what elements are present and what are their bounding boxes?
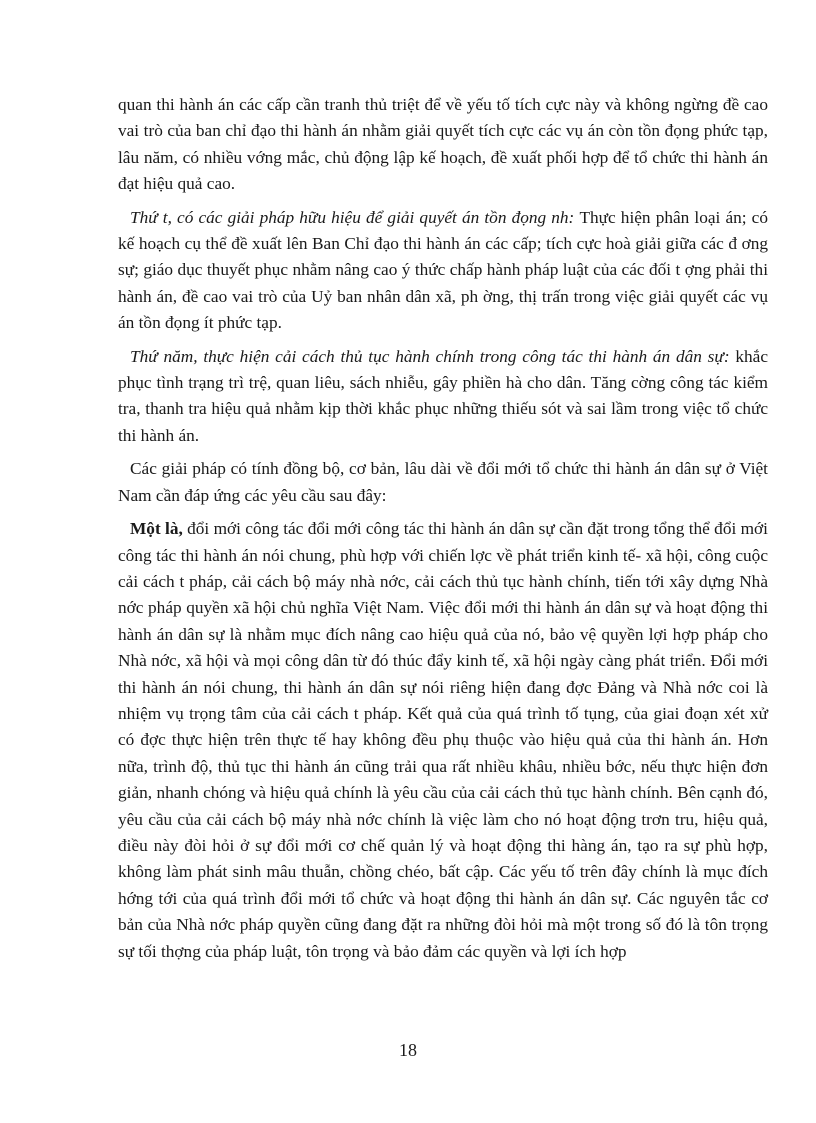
body-text bbox=[118, 92, 768, 972]
paragraph-first-requirement bbox=[118, 516, 768, 965]
paragraph-lead: Thứ t, có các giải pháp hữu hiệu để giải quyết án tồn đọng nh: bbox=[130, 207, 580, 227]
paragraph-text: Thực hiện phân loại án; có kế hoạch cụ thể đề xuất lên Ban Chỉ đạo thi hành án các cấp; tích cực hoà giải giữa các đ ơng sự; giáo dục thuyết phục nhằm nâng cao ý thức chấp hành pháp luật của các đối t ợng phải thi hành án, đề cao vai trò của Uỷ ban nhân dân xã, ph ờng, thị trấn trong việc giải quyết các vụ án tồn đọng ít phức tạp. bbox=[118, 207, 768, 333]
page-number: 18 bbox=[399, 1040, 417, 1060]
paragraph-text: đổi mới công tác đổi mới công tác thi hành án dân sự cần đặt trong tổng thể đổi mới công tác thi hành án nói chung, phù hợp với chiến lợc về phát triển kinh tế- xã hội, công cuộc cải cách t pháp, cải cách bộ máy nhà nớc, cải cách thủ tục hành chính, tiến tới xây dựng Nhà nớc pháp quyền xã hội chủ nghĩa Việt Nam. Việc đổi mới thi hành án dân sự và hoạt động thi hành án dân sự là nhằm mục đích nâng cao hiệu quả của nó, bảo vệ quyền lợi hợp pháp cho Nhà nớc, xã hội và mọi công dân từ đó thúc đẩy kinh tế, xã hội ngày càng phát triển. Đổi mới thi hành án nói chung, thi hành án dân sự nói riêng hiện đang đợc Đảng và Nhà nớc coi là nhiệm vụ trọng tâm của cải cách t pháp. Kết quả của quá trình tố tụng, của giai đoạn xét xử có đợc thực hiện trên thực tế hay không đều phụ thuộc vào hiệu quả của thi hành án. Hơn nữa, trình độ, thủ tục thi hành án cũng trải qua rất nhiều khâu, nhiều bớc, nếu thực hiện đơn giản, nhanh chóng và hiệu quả chính là yêu cầu của cải cách thủ tục hành chính. Bên cạnh đó, yêu cầu của cải cách bộ máy nhà nớc chính là việc làm cho nó hoạt động trơn tru, hiệu quả, điều này đòi hỏi ở sự đổi mới cơ chế quản lý và hoạt động thi hàng án, tạo ra sự phù hợp, không làm phát sinh mâu thuẫn, chồng chéo, bất cập. Các yếu tố trên đây chính là mục đích hớng tới của quá trình đổi mới tổ chức và hoạt động thi hành án dân sự. Các nguyên tắc cơ bản của Nhà nớc pháp quyền cũng đang đặt ra những đòi hỏi mà một trong số đó là tôn trọng sự tối thợng của pháp luật, tôn trọng và bảo đảm các quyền và lợi ích hợp bbox=[118, 519, 768, 961]
paragraph-lead: Một là, bbox=[130, 519, 183, 539]
paragraph-lead: Thứ năm, thực hiện cải cách thủ tục hành chính trong công tác thi hành án dân sự: bbox=[130, 346, 730, 366]
paragraph-continuation bbox=[118, 92, 768, 198]
paragraph-text: quan thi hành án các cấp cần tranh thủ triệt để về yếu tố tích cực này và không ngừng đề cao vai trò của ban chỉ đạo thi hành án nhằm giải quyết tích cực các vụ án còn tồn đọng phức tạp, lâu năm, có nhiều vớng mắc, chủ động lập kế hoạch, đề xuất phối hợp để tổ chức thi hành án đạt hiệu quả cao. bbox=[118, 95, 768, 194]
paragraph-fourth-solution bbox=[118, 205, 768, 337]
paragraph-fifth-solution bbox=[118, 344, 768, 450]
paragraph-text: khắc phục tình trạng trì trệ, quan liêu, sách nhiễu, gây phiền hà cho dân. Tăng cờng công tác kiểm tra, thanh tra hiệu quả nhằm kịp thời khắc phục những thiếu sót và sai lầm trong việc tổ chức thi hành án. bbox=[118, 346, 768, 445]
paragraph-requirements-intro bbox=[118, 456, 768, 509]
paragraph-text: Các giải pháp có tính đồng bộ, cơ bản, lâu dài về đổi mới tổ chức thi hành án dân sự ở Việt Nam cần đáp ứng các yêu cầu sau đây: bbox=[118, 459, 768, 505]
